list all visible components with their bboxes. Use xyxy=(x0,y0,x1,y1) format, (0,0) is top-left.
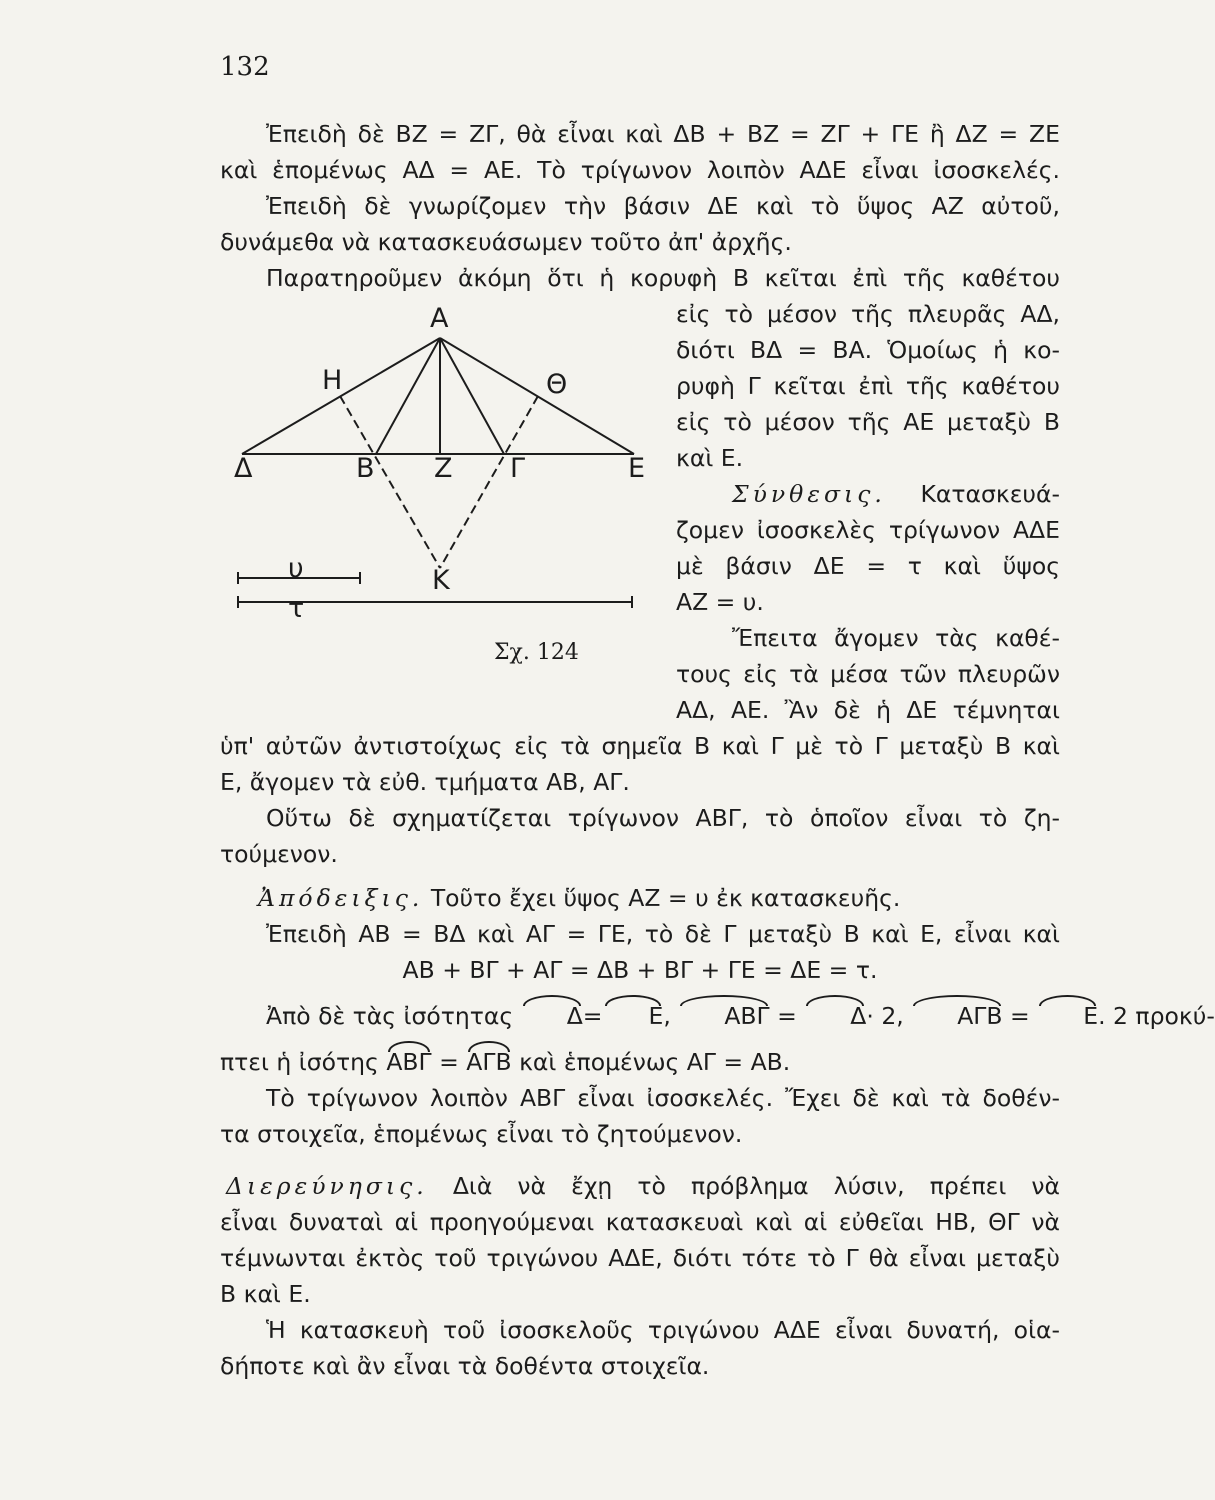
angle-abg-2: ΑΒΓ xyxy=(386,1044,431,1080)
text-line: Β καὶ Ε. xyxy=(220,1280,311,1308)
section-label-synthesis: Σύνθεσις. xyxy=(732,480,886,508)
angle-delta: Δ xyxy=(521,998,583,1034)
text-line: διότι ΒΔ = ΒΑ. Ὁμοίως ἡ κο- xyxy=(676,336,1060,364)
text-line xyxy=(220,880,1060,916)
text-line: ΑΖ = υ. xyxy=(676,588,764,616)
label-upsilon: υ xyxy=(288,553,304,584)
text-line: τούμενον. xyxy=(220,840,338,868)
text-line: καὶ ἑπομένως ΑΔ = ΑΕ. Τὸ τρίγωνον λοιπὸν ΑΔΕ εἶναι ἰσοσκελές. xyxy=(220,156,1060,184)
angle-agb: ΑΓΒ xyxy=(911,998,1002,1034)
text-line xyxy=(220,998,1215,1034)
text-span: Ἀπὸ δὲ τὰς ἰσότητας xyxy=(266,1002,514,1030)
label-K: Κ xyxy=(432,565,450,596)
text-line: Ἐπειδὴ δὲ γνωρίζομεν τὴν βάσιν ΔΕ καὶ τὸ ὕψος ΑΖ αὐτοῦ, xyxy=(266,192,1060,220)
label-Z: Ζ xyxy=(434,453,453,484)
text-span: = xyxy=(777,1002,797,1030)
page-number: 132 xyxy=(220,52,270,82)
text-line: τους εἰς τὰ μέσα τῶν πλευρῶν xyxy=(676,660,1060,688)
text-line: ὑπ' αὐτῶν ἀντιστοίχως εἰς τὰ σημεῖα Β καὶ Γ μὲ τὸ Γ μεταξὺ Β καὶ xyxy=(220,732,1060,760)
figure-drawing xyxy=(228,300,668,700)
label-Theta: Θ xyxy=(546,369,568,400)
label-B: Β xyxy=(356,453,375,484)
text-line: ζομεν ἰσοσκελὲς τρίγωνον ΑΔΕ xyxy=(676,516,1060,544)
segment-AG xyxy=(440,338,504,454)
label-A: Α xyxy=(430,303,449,334)
perpendicular-HK xyxy=(340,396,440,568)
text-span: , xyxy=(663,1002,671,1030)
angle-delta-2: Δ xyxy=(804,998,866,1034)
text-line: δυνάμεθα νὰ κατασκευάσωμεν τοῦτο ἀπ' ἀρχῆς. xyxy=(220,228,792,256)
text-line: δήποτε καὶ ἂν εἶναι τὰ δοθέντα στοιχεῖα. xyxy=(220,1352,710,1380)
text-span: = xyxy=(1010,1002,1030,1030)
text-line: Οὕτω δὲ σχηματίζεται τρίγωνον ΑΒΓ, τὸ ὁποῖον εἶναι τὸ ζη- xyxy=(266,804,1060,832)
text-line: ΑΒ + ΒΓ + ΑΓ = ΔΒ + ΒΓ + ΓΕ = ΔΕ = τ. xyxy=(402,956,878,984)
text-line xyxy=(220,1168,1060,1204)
text-line xyxy=(220,1044,1060,1080)
segment-AB xyxy=(376,338,440,454)
text-line: Ἐπειδὴ ΑΒ = ΒΔ καὶ ΑΓ = ΓΕ, τὸ δὲ Γ μεταξὺ Β καὶ Ε, εἶναι καὶ xyxy=(266,920,1060,948)
text-line: Παρατηροῦμεν ἀκόμη ὅτι ἡ κορυφὴ Β κεῖται ἐπὶ τῆς καθέτου xyxy=(266,264,1060,292)
section-label-proof: Ἀπόδειξις. xyxy=(258,884,424,912)
angle-e-2: Ε xyxy=(1037,998,1098,1034)
text-line: ρυφὴ Γ κεῖται ἐπὶ τῆς καθέτου xyxy=(676,372,1060,400)
text-span: . 2 προκύ- xyxy=(1098,1002,1215,1030)
text-line: Ἡ κατασκευὴ τοῦ ἰσοσκελοῦς τριγώνου ΑΔΕ εἶναι δυνατή, οἱα- xyxy=(266,1316,1060,1344)
text-span: Διὰ νὰ ἔχῃ τὸ πρόβλημα λύσιν, πρέπει νὰ xyxy=(452,1172,1060,1200)
text-span: Τοῦτο ἔχει ὕψος ΑΖ = υ ἐκ κατασκευῆς. xyxy=(430,884,901,912)
text-line: Τὸ τρίγωνον λοιπὸν ΑΒΓ εἶναι ἰσοσκελές. Ἔχει δὲ καὶ τὰ δοθέν- xyxy=(266,1084,1060,1112)
text-span: πτει ἡ ἰσότης xyxy=(220,1048,379,1076)
text-span: καὶ ἑπομένως ΑΓ = ΑΒ. xyxy=(519,1048,791,1076)
angle-abg: ΑΒΓ xyxy=(678,998,769,1034)
label-Gamma: Γ xyxy=(510,453,526,484)
text-line: εἰς τὸ μέσον τῆς ΑΕ μεταξὺ Β xyxy=(676,408,1060,436)
angle-e: Ε xyxy=(603,998,664,1034)
text-line: τα στοιχεῖα, ἑπομένως εἶναι τὸ ζητούμενον. xyxy=(220,1120,743,1148)
text-line: Ἐπειδὴ δὲ ΒΖ = ΖΓ, θὰ εἶναι καὶ ΔΒ + ΒΖ = ΖΓ + ΓΕ ἢ ΔΖ = ΖΕ xyxy=(266,120,1060,148)
text-line: εἰς τὸ μέσον τῆς πλευρᾶς ΑΔ, xyxy=(676,300,1060,328)
text-span: Κατασκευά- xyxy=(920,480,1060,508)
text-line: μὲ βάσιν ΔΕ = τ καὶ ὕψος xyxy=(676,552,1060,580)
angle-agb-2: ΑΓΒ xyxy=(466,1044,511,1080)
text-span: · 2, xyxy=(866,1002,904,1030)
label-E: Ε xyxy=(628,453,646,484)
label-H: Η xyxy=(322,365,343,396)
text-span: = xyxy=(439,1048,459,1076)
section-label-investigation: Διερεύνησις. xyxy=(226,1172,428,1200)
text-line: καὶ Ε. xyxy=(676,444,744,472)
label-tau: τ xyxy=(288,593,305,624)
text-line: τέμνωνται ἐκτὸς τοῦ τριγώνου ΑΔΕ, διότι τότε τὸ Γ θὰ εἶναι μεταξὺ xyxy=(220,1244,1060,1272)
text-line xyxy=(676,476,1060,512)
text-line: Ε, ἄγομεν τὰ εὐθ. τμήματα ΑΒ, ΑΓ. xyxy=(220,768,630,796)
label-Delta: Δ xyxy=(234,453,253,484)
text-span: = xyxy=(582,1002,603,1030)
text-line: ΑΔ, ΑΕ. Ἂν δὲ ἡ ΔΕ τέμνηται xyxy=(676,696,1060,724)
figure-caption: Σχ. 124 xyxy=(494,640,579,665)
text-line: εἶναι δυναταὶ αἱ προηγούμεναι κατασκευαὶ καὶ αἱ εὐθεῖαι ΗΒ, ΘΓ νὰ xyxy=(220,1208,1060,1236)
text-line: Ἔπειτα ἄγομεν τὰς καθέ- xyxy=(732,624,1060,652)
geometry-figure xyxy=(228,300,668,700)
